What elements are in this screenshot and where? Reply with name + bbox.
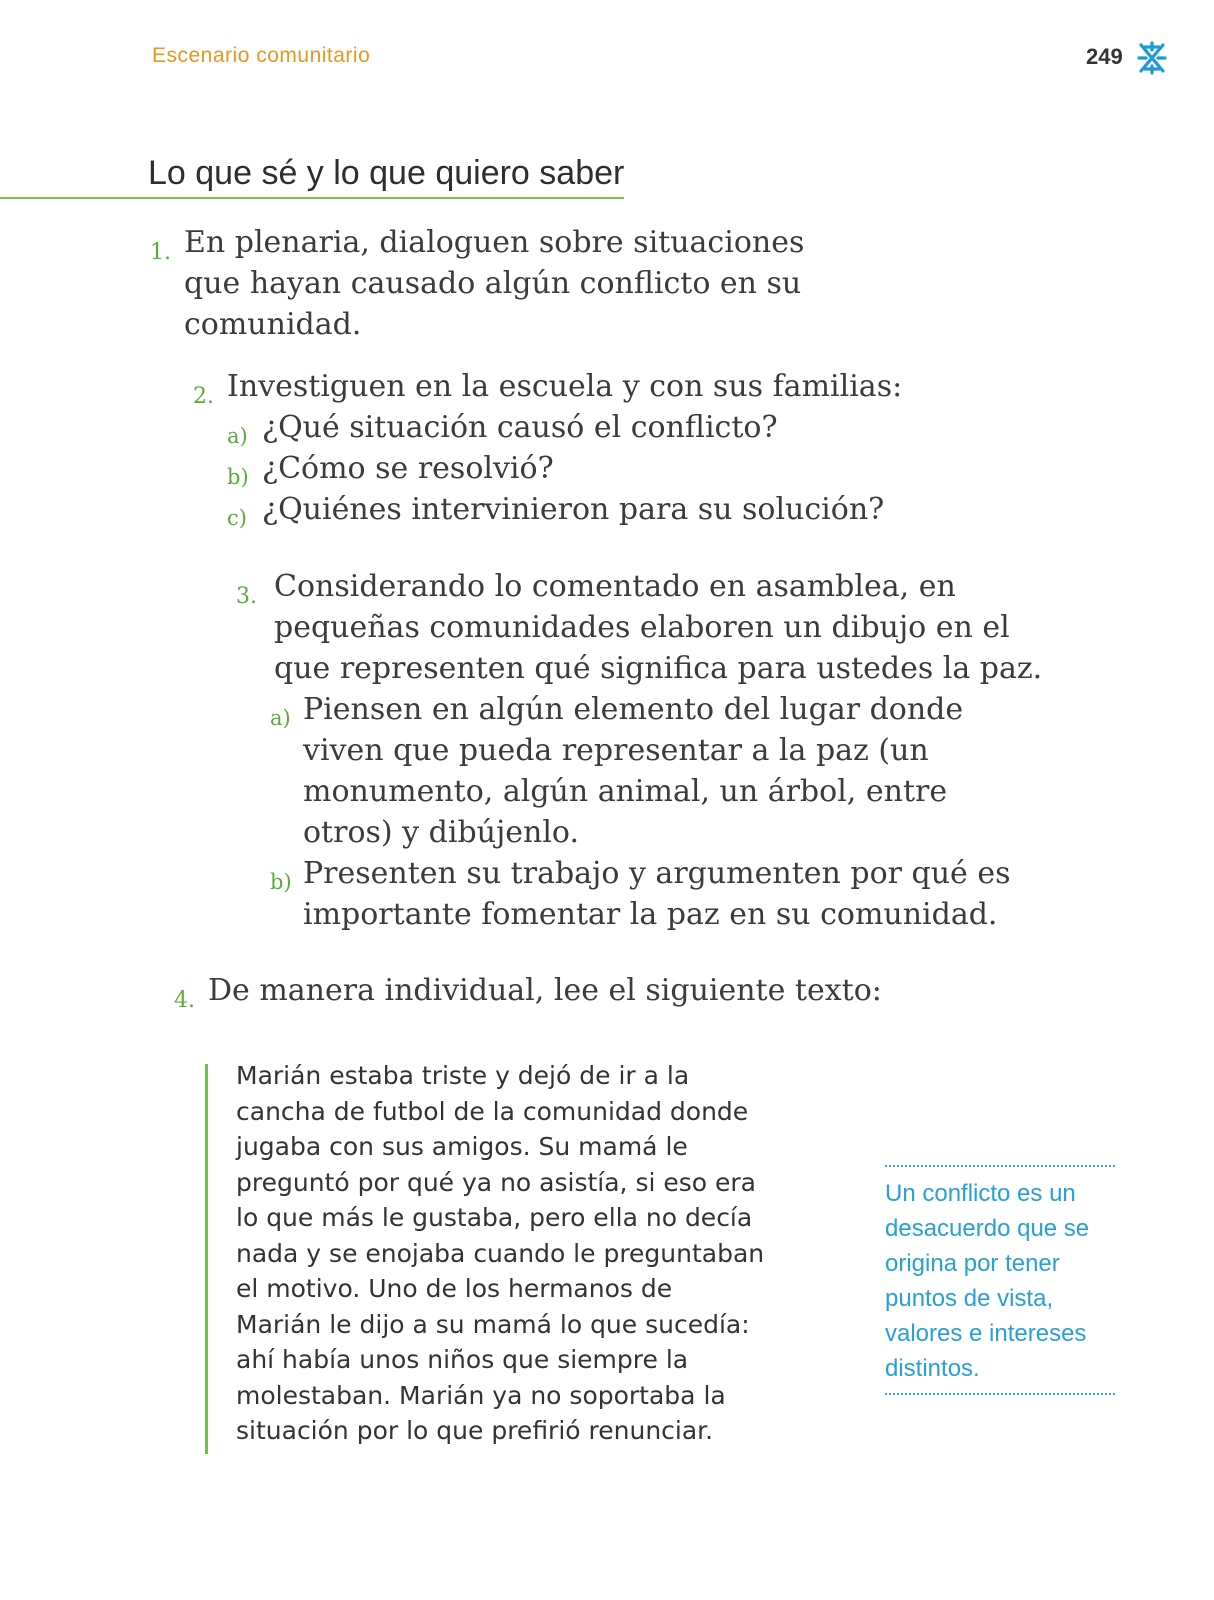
passage-line: nada y se enojaba cuando le preguntaban bbox=[236, 1238, 765, 1268]
quote-bar bbox=[205, 1064, 208, 1454]
section-title: Lo que sé y lo que quiero saber bbox=[148, 154, 625, 192]
title-underline bbox=[0, 197, 624, 199]
note-line: puntos de vista, bbox=[885, 1285, 1054, 1312]
sub-item bbox=[270, 689, 1042, 853]
cross-knot-logo-icon bbox=[1137, 41, 1167, 75]
question-line: De manera individual, lee el siguiente texto: bbox=[208, 973, 882, 1008]
sub-item-line: Piensen en algún elemento del lugar donde bbox=[303, 692, 964, 727]
passage-line: el motivo. Uno de los hermanos de bbox=[236, 1274, 673, 1303]
question-number: 1. bbox=[150, 240, 171, 265]
note-line: desacuerdo que se bbox=[885, 1215, 1090, 1242]
question-number: 2. bbox=[193, 384, 214, 409]
question-line: que representen qué significa para ustedes la paz. bbox=[274, 651, 1043, 686]
page-number: 249 bbox=[1086, 44, 1123, 69]
sub-item-line: importante fomentar la paz en su comunidad. bbox=[303, 897, 998, 932]
sub-item-label: a) bbox=[227, 424, 248, 448]
sub-item-label: a) bbox=[270, 706, 291, 730]
passage-line: preguntó por qué ya no asistía, si eso era bbox=[236, 1167, 756, 1197]
passage-line: Marián le dijo a su mamá lo que sucedía: bbox=[236, 1309, 750, 1339]
sub-item-text: ¿Cómo se resolvió? bbox=[262, 451, 554, 486]
note-line: valores e intereses bbox=[885, 1320, 1087, 1347]
passage-line: lo que más le gustaba, pero ella no decía bbox=[236, 1203, 753, 1232]
sub-item-line: monumento, algún animal, un árbol, entre bbox=[303, 774, 948, 809]
passage-line: molestaban. Marián ya no soportaba la bbox=[236, 1380, 726, 1410]
sub-item-label: c) bbox=[227, 506, 247, 530]
note-line: distintos. bbox=[885, 1355, 980, 1382]
reading-passage bbox=[236, 1058, 826, 1449]
question-1 bbox=[150, 222, 804, 345]
question-number: 4. bbox=[174, 988, 195, 1013]
passage-line: ahí había unos niños que siempre la bbox=[236, 1345, 689, 1374]
note-line: Un conflicto es un bbox=[885, 1180, 1076, 1207]
sub-item bbox=[227, 448, 902, 489]
question-number: 3. bbox=[236, 584, 257, 609]
sub-item bbox=[227, 407, 902, 448]
question-2 bbox=[193, 366, 902, 530]
sub-item-line: Presenten su trabajo y argumenten por qué es bbox=[303, 856, 1011, 891]
glossary-note bbox=[885, 1176, 1115, 1386]
question-line: pequeñas comunidades elaboren un dibujo en el bbox=[274, 610, 1010, 645]
sub-item-line: otros) y dibújenlo. bbox=[303, 815, 580, 850]
sub-item-text: ¿Quiénes intervinieron para su solución? bbox=[262, 492, 885, 527]
passage-line: cancha de futbol de la comunidad donde bbox=[236, 1096, 749, 1126]
question-4 bbox=[174, 970, 882, 1011]
sub-item-text: ¿Qué situación causó el conflicto? bbox=[262, 410, 778, 445]
sub-item-line: viven que pueda representar a la paz (un bbox=[303, 733, 929, 768]
note-top-rule bbox=[885, 1165, 1115, 1167]
question-line: comunidad. bbox=[184, 307, 362, 342]
question-line: Considerando lo comentado en asamblea, en bbox=[274, 569, 956, 604]
sub-item bbox=[270, 853, 1042, 935]
question-line: En plenaria, dialoguen sobre situaciones bbox=[184, 225, 805, 260]
sub-item-label: b) bbox=[227, 465, 249, 489]
question-3 bbox=[236, 566, 1042, 935]
question-line: Investiguen en la escuela y con sus familias: bbox=[227, 369, 903, 404]
sub-item-label: b) bbox=[270, 870, 292, 894]
passage-line: Marián estaba triste y dejó de ir a la bbox=[236, 1061, 690, 1090]
passage-line: jugaba con sus amigos. Su mamá le bbox=[236, 1132, 688, 1161]
passage-line: situación por lo que prefirió renunciar. bbox=[236, 1416, 714, 1445]
note-bottom-rule bbox=[885, 1393, 1115, 1395]
running-header: Escenario comunitario bbox=[152, 44, 371, 67]
note-line: origina por tener bbox=[885, 1250, 1060, 1277]
question-line: que hayan causado algún conflicto en su bbox=[184, 266, 802, 301]
sub-item bbox=[227, 489, 902, 530]
